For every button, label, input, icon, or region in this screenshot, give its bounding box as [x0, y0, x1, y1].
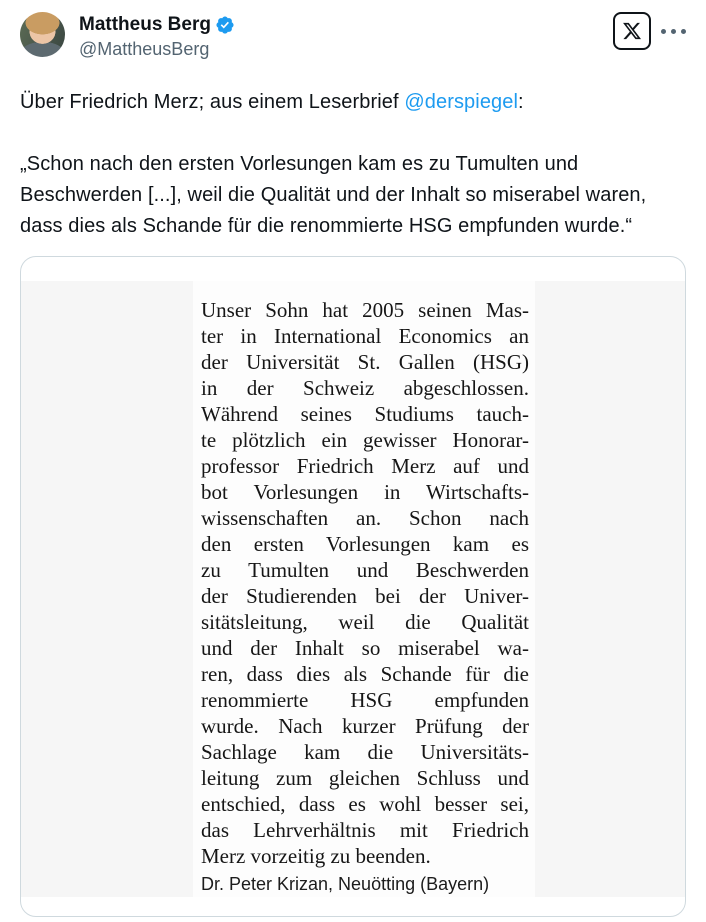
avatar[interactable]	[20, 12, 65, 57]
tweet-post	[0, 12, 706, 922]
letter-line: sitätsleitung, weil die Qualität	[201, 610, 529, 634]
tweet-paragraph-2: „Schon nach den ersten Vorlesungen kam es zu Tumulten und Beschwerden [...], weil die Qualität und der Inhalt so miserabel waren, dass dies als Schande für die renommierte HSG empfunden wurde.“	[20, 153, 647, 237]
post-header	[20, 12, 686, 60]
letter-line: leitung zum gleichen Schluss und	[201, 766, 529, 790]
header-right	[613, 12, 686, 50]
verified-badge-icon	[215, 15, 235, 35]
letter-line: Sachlage kam die Universitäts-	[201, 740, 529, 764]
letter-line: zu Tumulten und Beschwerden	[201, 558, 529, 582]
tweet-text-after: :	[518, 91, 524, 113]
letter-line: und der Inhalt so miserabel wa-	[201, 636, 529, 660]
letter-line: Während seines Studiums tauch-	[201, 402, 529, 426]
letter-line: wissenschaften an. Schon nach	[201, 506, 529, 530]
letter-line: entschied, dass es wohl besser sei,	[201, 792, 529, 816]
letter-line: ter in International Economics an	[201, 324, 529, 348]
letter-line: te plötzlich ein gewisser Honorar-	[201, 428, 529, 452]
letter-line: in der Schweiz abgeschlossen.	[201, 376, 529, 400]
letter-line: wurde. Nach kurzer Prüfung der	[201, 714, 529, 738]
letter-line: bot Vorlesungen in Wirtschafts-	[201, 480, 529, 504]
name-block[interactable]	[79, 12, 235, 60]
x-logo-icon[interactable]	[613, 12, 651, 50]
more-ellipsis-icon[interactable]	[661, 25, 686, 38]
letter-line: das Lehrverhältnis mit Friedrich	[201, 818, 529, 842]
tweet-text	[20, 87, 686, 242]
letter-line: Merz vorzeitig zu beenden.	[201, 844, 431, 868]
tweet-paragraph-1	[20, 87, 686, 118]
letter-signature: Dr. Peter Krizan, Neuötting (Bayern)	[201, 874, 490, 894]
user-handle[interactable]: @MattheusBerg	[79, 39, 210, 59]
letter-line: der Universität St. Gallen (HSG)	[201, 350, 529, 374]
letter-line: renommierte HSG empfunden	[201, 688, 529, 712]
letter-line: der Studierenden bei der Univer-	[201, 584, 529, 608]
letter-text	[201, 297, 529, 869]
letter-line: Unser Sohn hat 2005 seinen Mas-	[201, 298, 529, 322]
tweet-text-before: Über Friedrich Merz; aus einem Leserbrief	[20, 91, 405, 113]
media-attachment[interactable]	[20, 256, 686, 917]
letter-line: ren, dass dies als Schande für die	[201, 662, 529, 686]
letter-line: den ersten Vorlesungen kam es	[201, 532, 529, 556]
display-name[interactable]: Mattheus Berg	[79, 14, 211, 35]
letter-line: professor Friedrich Merz auf und	[201, 454, 529, 478]
mention-link[interactable]: @derspiegel	[404, 91, 519, 113]
